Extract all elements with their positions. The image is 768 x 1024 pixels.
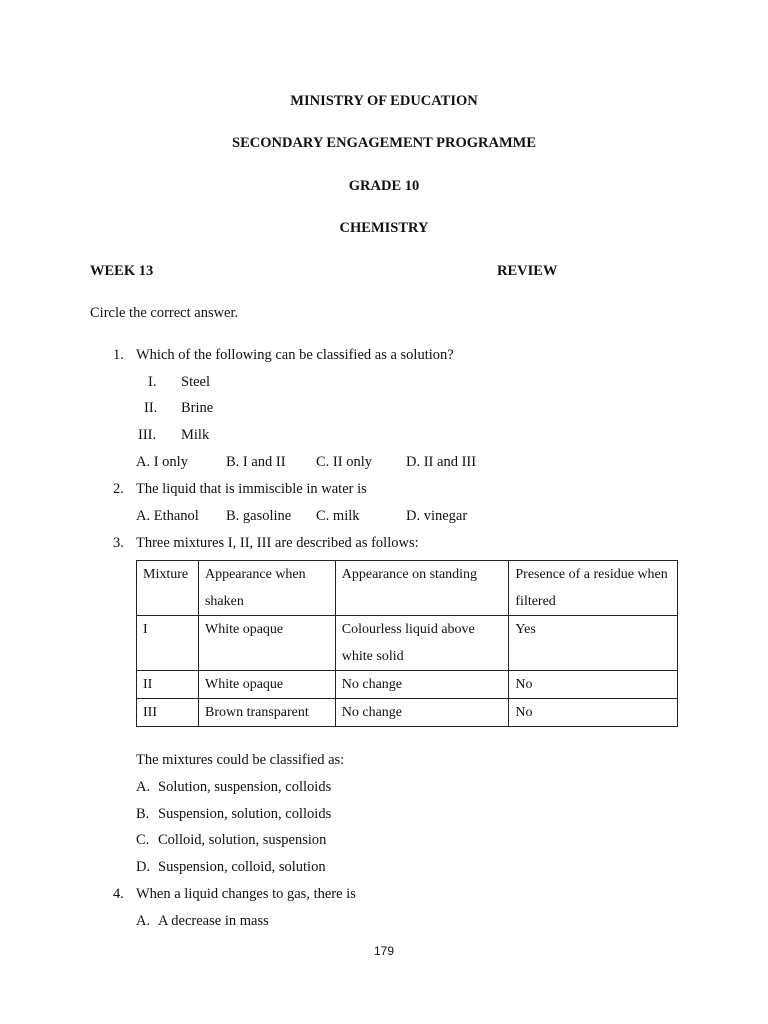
question-text: When a liquid changes to gas, there is — [136, 886, 356, 902]
answer-option-b[interactable]: B. gasoline — [226, 508, 292, 524]
table-cell: No — [509, 671, 678, 699]
mixtures-table — [136, 560, 678, 727]
question-number: 3. — [113, 535, 124, 551]
answer-option-b[interactable]: B. I and II — [226, 454, 286, 470]
roman-numeral: III. — [138, 427, 157, 443]
list-item: Milk — [181, 427, 210, 443]
ministry-heading: MINISTRY OF EDUCATION — [290, 93, 478, 109]
topic-label: REVIEW — [497, 263, 558, 279]
answer-option-a[interactable]: A. Ethanol — [136, 508, 199, 524]
table-cell: No — [509, 699, 678, 727]
week-label: WEEK 13 — [90, 263, 154, 279]
table-cell: No change — [335, 671, 509, 699]
answer-option-a[interactable]: Solution, suspension, colloids — [158, 779, 332, 795]
question-number: 4. — [113, 886, 124, 902]
answer-option-c[interactable]: C. milk — [316, 508, 360, 524]
programme-heading: SECONDARY ENGAGEMENT PROGRAMME — [232, 135, 536, 151]
table-cell: Yes — [509, 616, 678, 671]
question-text: Three mixtures I, II, III are described as follows: — [136, 535, 419, 551]
table-cell: II — [137, 671, 199, 699]
option-letter: B. — [136, 806, 150, 822]
question-text: The liquid that is immiscible in water is — [136, 481, 367, 497]
option-letter: D. — [136, 859, 151, 875]
roman-numeral: I. — [148, 374, 157, 390]
list-item: Steel — [181, 374, 210, 390]
question-text: Which of the following can be classified as a solution? — [136, 347, 454, 363]
table-cell: Brown transparent — [198, 699, 335, 727]
answer-option-d[interactable]: D. II and III — [406, 454, 477, 470]
page-number: 179 — [373, 944, 395, 958]
table-header-row — [137, 561, 678, 616]
answer-option-a[interactable]: A. I only — [136, 454, 188, 470]
table-cell: No change — [335, 699, 509, 727]
table-row — [137, 616, 678, 671]
instruction-text: Circle the correct answer. — [90, 305, 239, 321]
option-letter: A. — [136, 913, 151, 929]
table-cell: Colourless liquid above white solid — [335, 616, 509, 671]
table-row — [137, 699, 678, 727]
table-cell: White opaque — [198, 616, 335, 671]
question-number: 2. — [113, 481, 124, 497]
table-cell: I — [137, 616, 199, 671]
option-letter: C. — [136, 832, 150, 848]
table-header-cell: Mixture — [137, 561, 199, 616]
answer-option-d[interactable]: Suspension, colloid, solution — [158, 859, 326, 875]
followup-text: The mixtures could be classified as: — [136, 752, 345, 768]
answer-option-a[interactable]: A decrease in mass — [158, 913, 269, 929]
table-header-cell: Presence of a residue when filtered — [509, 561, 678, 616]
answer-option-c[interactable]: Colloid, solution, suspension — [158, 832, 327, 848]
subject-heading: CHEMISTRY — [339, 220, 429, 236]
table-cell: White opaque — [198, 671, 335, 699]
roman-numeral: II. — [144, 400, 158, 416]
table-header-cell: Appearance when shaken — [198, 561, 335, 616]
table-row — [137, 671, 678, 699]
answer-option-c[interactable]: C. II only — [316, 454, 372, 470]
option-letter: A. — [136, 779, 151, 795]
grade-heading: GRADE 10 — [348, 178, 420, 194]
table-header-cell: Appearance on standing — [335, 561, 509, 616]
question-number: 1. — [113, 347, 124, 363]
table-cell: III — [137, 699, 199, 727]
answer-option-d[interactable]: D. vinegar — [406, 508, 468, 524]
answer-option-b[interactable]: Suspension, solution, colloids — [158, 806, 332, 822]
list-item: Brine — [181, 400, 214, 416]
